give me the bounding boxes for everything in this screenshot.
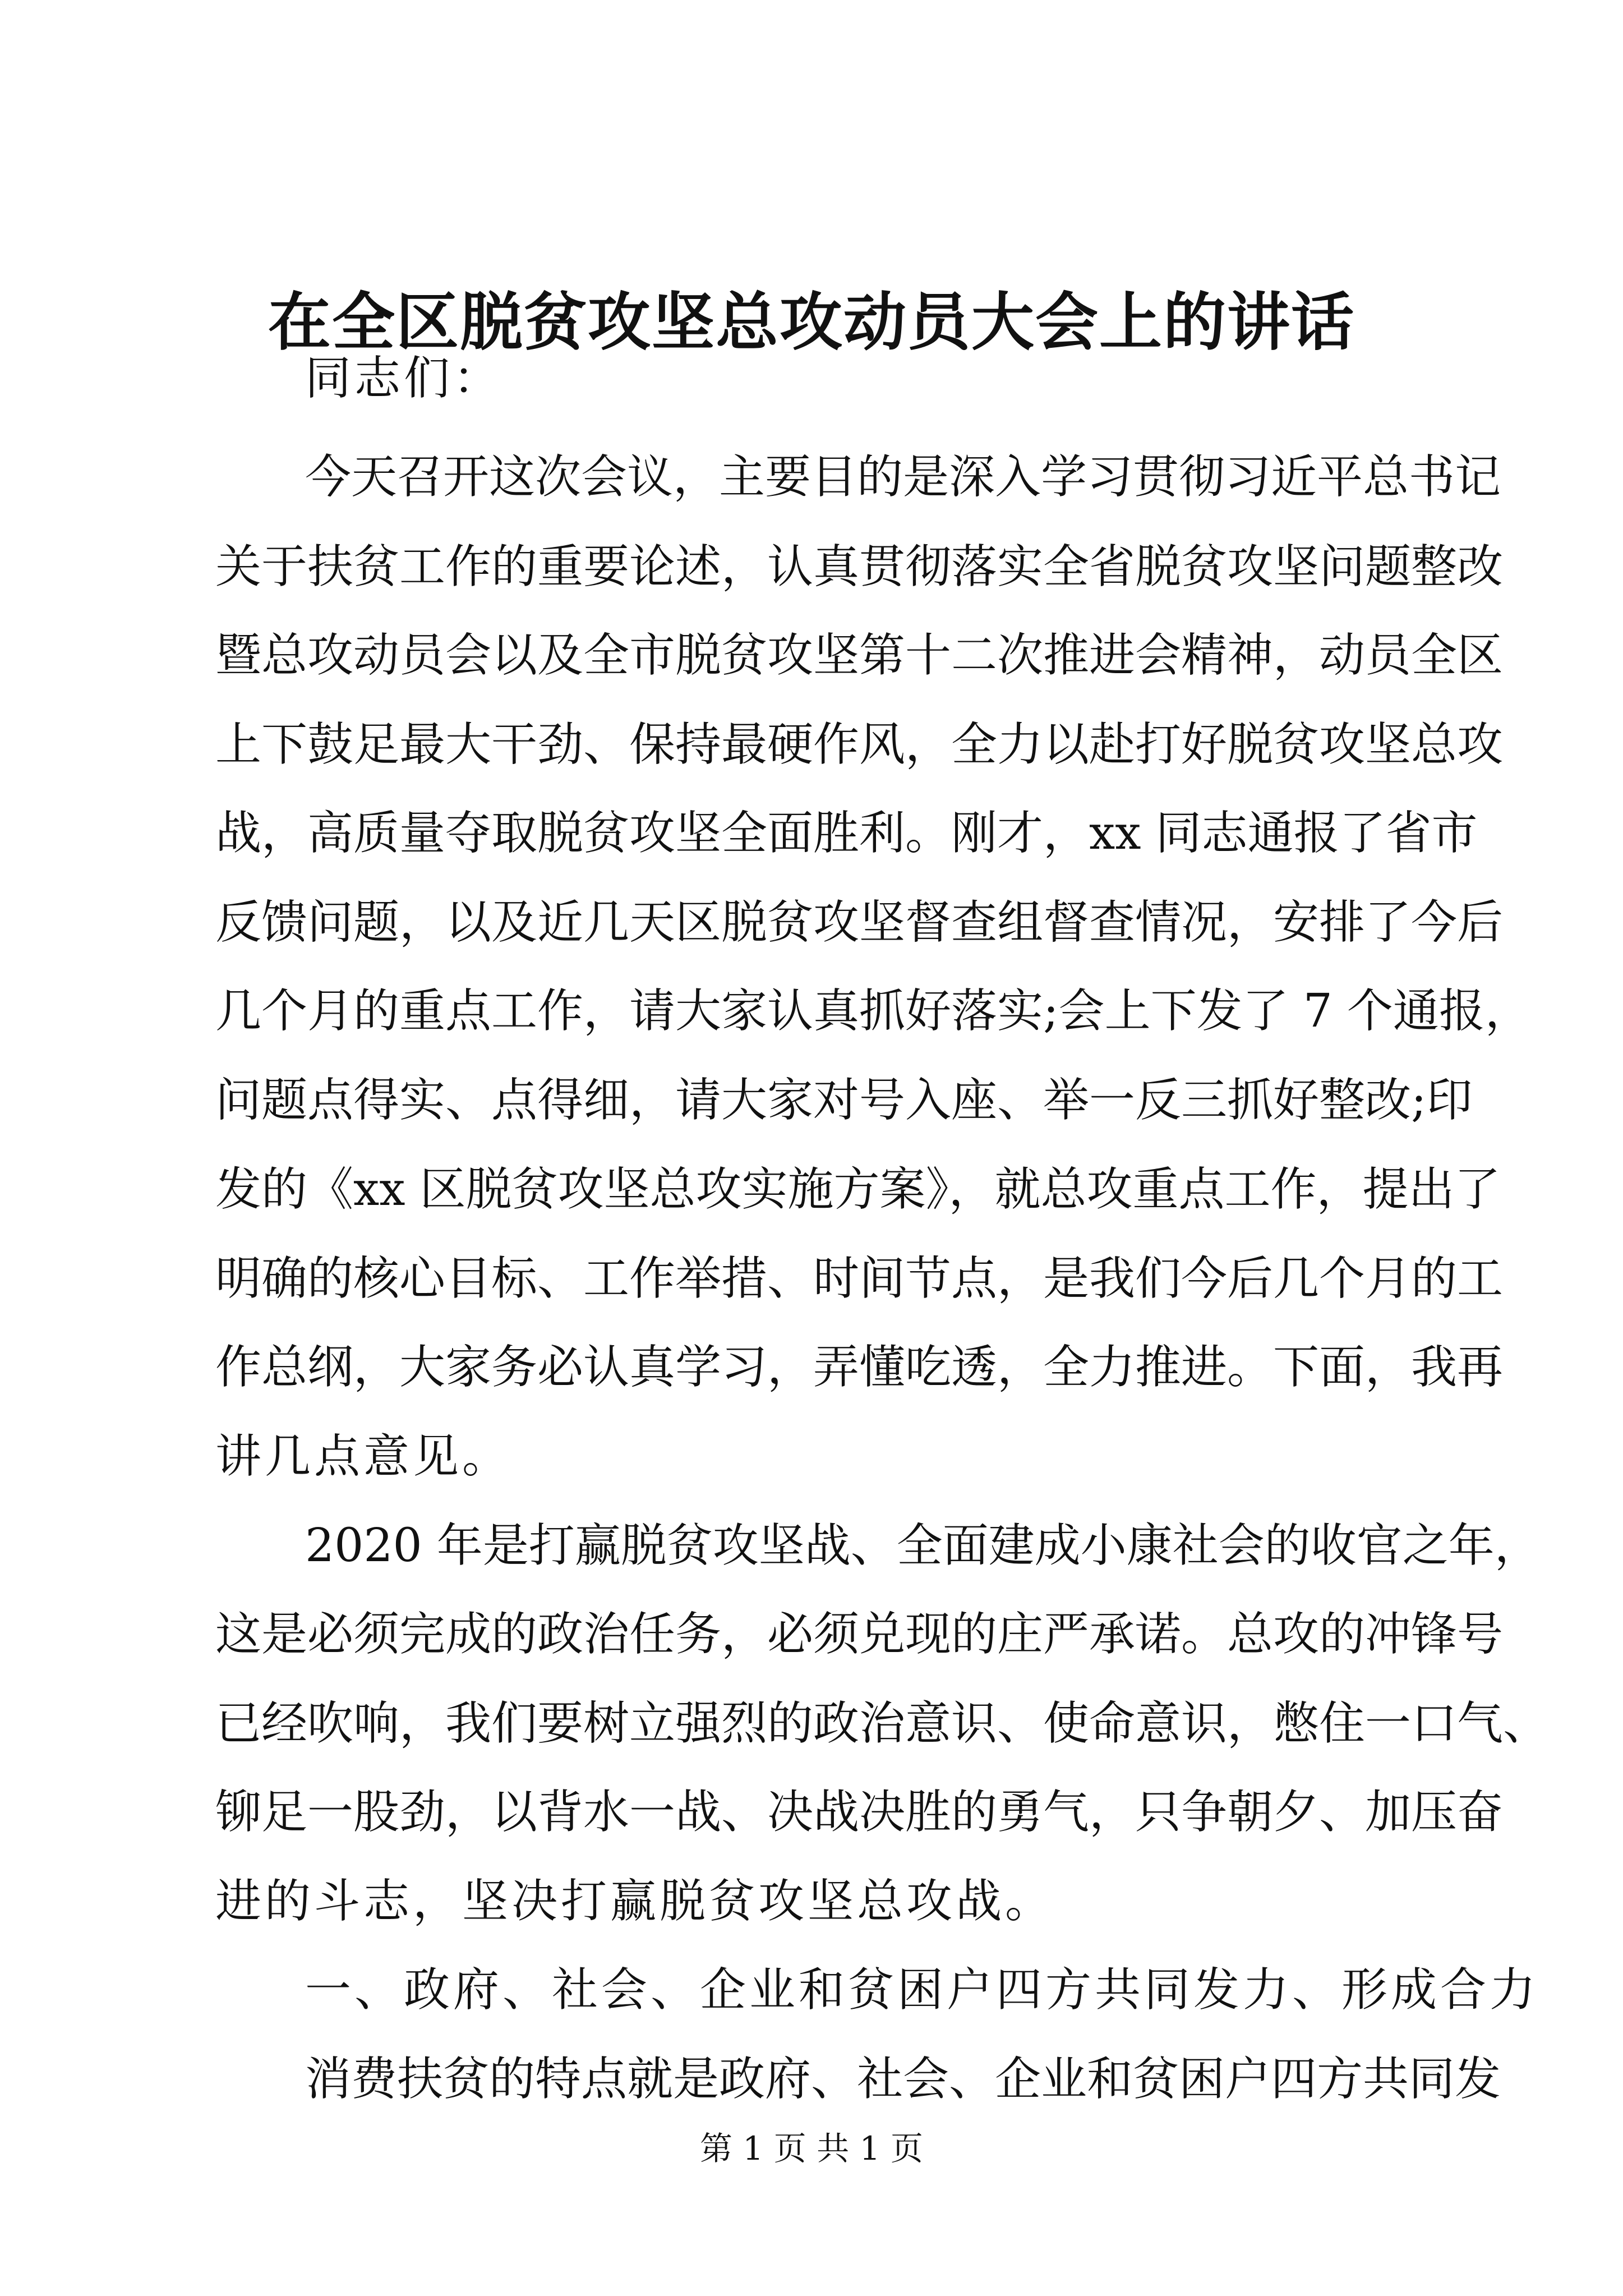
body-line: 几个月的重点工作，请大家认真抓好落实;会上下发了 7 个通报， [215,984,1531,1038]
body-line: 战，高质量夺取脱贫攻坚全面胜利。刚才，xx 同志通报了省市 [215,807,1478,860]
body-line: 反馈问题，以及近几天区脱贫攻坚督查组督查情况，安排了今后 [215,896,1504,949]
body-line: 上下鼓足最大干劲、保持最硬作风，全力以赴打好脱贫攻坚总攻 [215,718,1504,771]
body-line: 进的斗志，坚决打赢脱贫攻坚总攻战。 [215,1875,1055,1928]
body-line: 明确的核心目标、工作举措、时间节点，是我们今后几个月的工 [215,1252,1504,1305]
page-footer: 第 1 页 共 1 页 [700,2129,923,2168]
document-title: 在全区脱贫攻坚总攻动员大会上的讲话 [268,286,1355,359]
body-line: 消费扶贫的特点就是政府、社会、企业和贫困户四方共同发 [305,2053,1501,2106]
body-line: 暨总攻动员会以及全市脱贫攻坚第十二次推进会精神，动员全区 [215,629,1504,682]
salutation-line: 同志们： [305,352,503,405]
body-line: 问题点得实、点得细，请大家对号入座、举一反三抓好整改;印 [215,1074,1473,1127]
body-line: 2020 年是打赢脱贫攻坚战、全面建成小康社会的收官之年， [305,1519,1541,1572]
body-line: 发的《xx 区脱贫攻坚总攻实施方案》，就总攻重点工作，提出了 [215,1163,1501,1216]
body-line: 已经吹响，我们要树立强烈的政治意识、使命意识，憋住一口气、 [215,1697,1550,1750]
body-line: 今天召开这次会议，主要目的是深入学习贯彻习近平总书记 [305,450,1501,504]
body-line: 这是必须完成的政治任务，必须兑现的庄严承诺。总攻的冲锋号 [215,1608,1504,1661]
body-line: 讲几点意见。 [215,1430,512,1483]
section-heading: 一、政府、社会、企业和贫困户四方共同发力、形成合力 [305,1963,1539,2017]
body-line: 铆足一股劲，以背水一战、决战决胜的勇气，只争朝夕、加压奋 [215,1786,1504,1839]
body-line: 作总纲，大家务必认真学习，弄懂吃透，全力推进。下面，我再 [215,1341,1504,1394]
body-line: 关于扶贫工作的重要论述，认真贯彻落实全省脱贫攻坚问题整改 [215,540,1504,593]
